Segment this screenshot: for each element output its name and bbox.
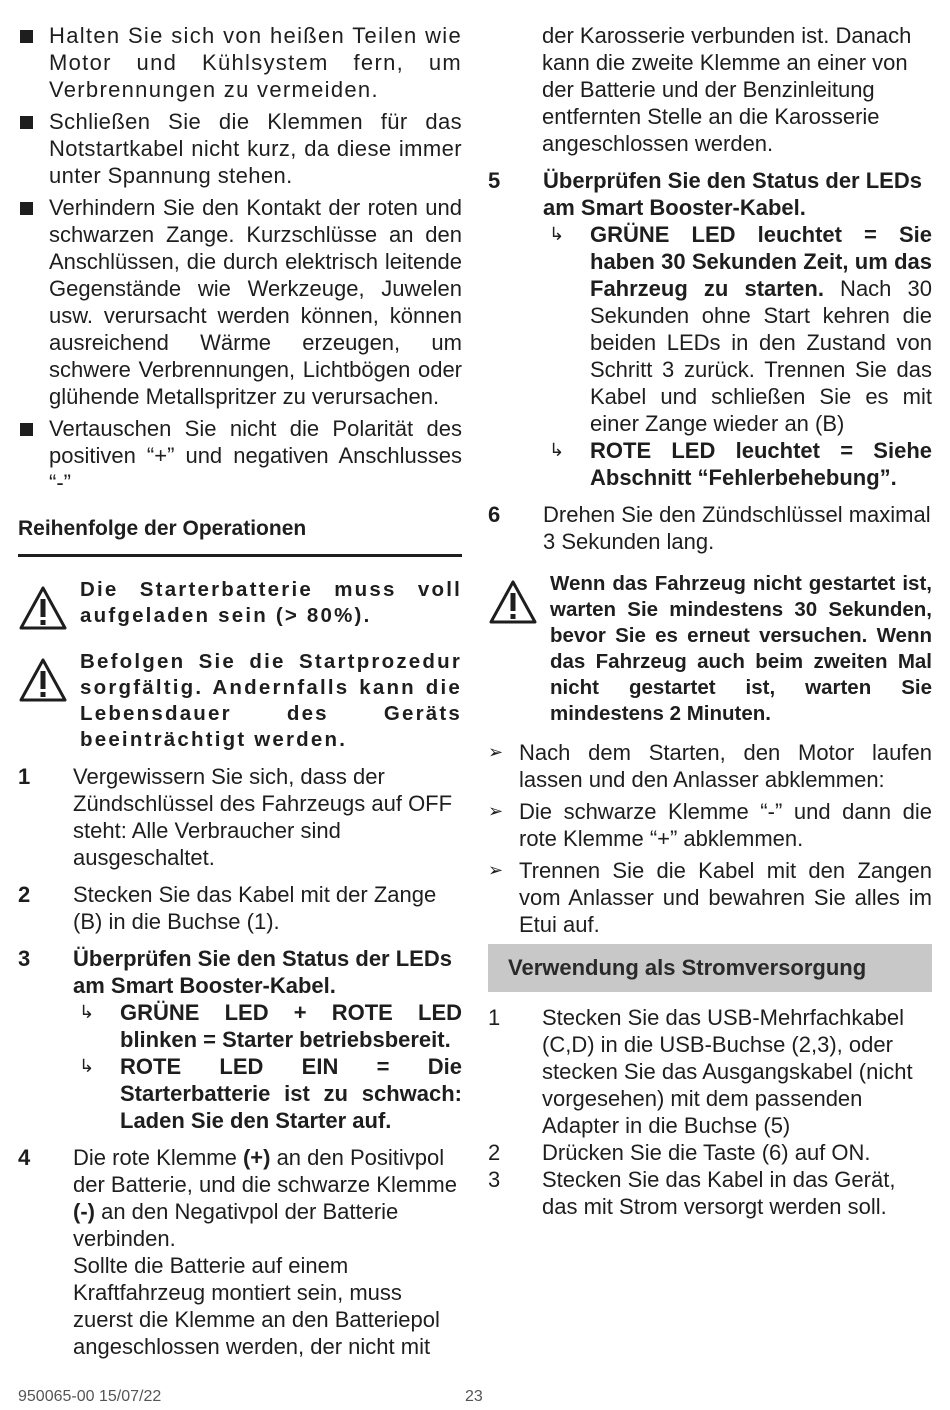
safety-bullet: Verhindern Sie den Kontakt der roten und schwarzen Zange. Kurzschlüsse an den Anschlüssen, die durch elektrisch leitende Gegenstände wie Werkzeuge, Juwelen usw. verursacht werden können, können ausreichend Wärme erzeugen, um schwere Verbrennungen, Lichtbögen oder glühende Metallspritzer zu verursachen. bbox=[18, 194, 462, 410]
page-number: 23 bbox=[465, 1388, 483, 1405]
step-6: 6 Drehen Sie den Zündschlüssel maximal 3 Sekunden lang. bbox=[488, 502, 931, 554]
arrowhead-icon: ➢ bbox=[488, 742, 504, 762]
step-number: 4 bbox=[18, 1145, 31, 1170]
step-3 bbox=[18, 945, 462, 1134]
led-status-item: ↳ ROTE LED EIN = Die Starterbatterie ist zu schwach: Laden Sie den Starter auf. bbox=[79, 1054, 462, 1133]
step-title: Überprüfen Sie den Status der LEDs am Smart Booster-Kabel. bbox=[543, 168, 922, 220]
return-arrow-icon: ↳ bbox=[549, 440, 565, 460]
document-code: 950065-00 15/07/22 bbox=[18, 1388, 162, 1405]
return-arrow-icon: ↳ bbox=[79, 1002, 95, 1022]
hint-item: ➢ Trennen Sie die Kabel mit den Zangen vom Anlasser und bewahren Sie alles im Etui auf. bbox=[488, 858, 932, 937]
warning-triangle-icon bbox=[488, 579, 538, 625]
power-step: 1 Stecken Sie das USB-Mehrfachkabel (C,D) in die USB-Buchse (2,3), oder stecken Sie das Ausgangskabel (nicht vorgesehen) mit dem passenden Adapter in die Buchse (5) bbox=[488, 1005, 913, 1138]
section-banner: Verwendung als Stromversorgung bbox=[488, 944, 932, 992]
section-heading: Reihenfolge der Operationen bbox=[18, 516, 462, 557]
hint-item: ➢ Nach dem Starten, den Motor laufen lassen und den Anlasser abklemmen: bbox=[488, 740, 932, 792]
return-arrow-icon: ↳ bbox=[79, 1056, 95, 1076]
step-title: Überprüfen Sie den Status der LEDs am Smart Booster-Kabel. bbox=[73, 946, 452, 998]
step-text: Sollte die Batterie auf einem Kraftfahrzeug montiert sein, muss zuerst die Klemme an den Batteriepol angeschlossen werden, der nicht mit bbox=[73, 1253, 440, 1359]
led-status-item: ↳ GRÜNE LED leuchtet = Sie haben 30 Sekunden Zeit, um das Fahrzeug zu starten. Nach 30 Sekunden ohne Start kehren die beiden LEDs in den Zustand von Schritt 3 zurück. Trennen Sie das Kabel und schließen Sie es mit einer Zange wieder an (B) bbox=[549, 222, 932, 436]
step-number: 2 bbox=[488, 1140, 501, 1165]
left-column bbox=[18, 22, 462, 1370]
step-number: 1 bbox=[18, 764, 31, 789]
led-status-item: ↳ GRÜNE LED + ROTE LED blinken = Starter betriebsbereit. bbox=[79, 1000, 462, 1052]
safety-bullet: Halten Sie sich von heißen Teilen wie Motor und Kühlsystem fern, um Verbrennungen zu vermeiden. bbox=[18, 22, 462, 103]
warning-note: Die Starterbatterie muss voll aufgeladen sein (> 80%). bbox=[18, 577, 462, 629]
power-step: 3 Stecken Sie das Kabel in das Gerät, das mit Strom versorgt werden soll. bbox=[488, 1167, 896, 1219]
led-status-item: ↳ ROTE LED leuchtet = Siehe Abschnitt “Fehlerbehebung”. bbox=[549, 438, 932, 490]
square-bullet-icon bbox=[20, 423, 33, 436]
return-arrow-icon: ↳ bbox=[549, 224, 565, 244]
warning-note: Befolgen Sie die Startprozedur sorgfältig. Andernfalls kann die Lebensdauer des Geräts beeinträchtigt werden. bbox=[18, 649, 462, 753]
safety-bullet: Vertauschen Sie nicht die Polarität des positiven “+” und negativen Anschlusses “-” bbox=[18, 415, 462, 496]
step-text: Die rote Klemme (+) an den Positivpol der Batterie, und die schwarze Klemme (-) an den Negativpol der Batterie verbinden. bbox=[73, 1145, 457, 1251]
step-number: 2 bbox=[18, 882, 31, 907]
step-number: 5 bbox=[488, 168, 501, 193]
step-1: 1 Vergewissern Sie sich, dass der Zündschlüssel des Fahrzeugs auf OFF steht: Alle Verbraucher sind ausgeschaltet. bbox=[18, 764, 453, 870]
step-4 bbox=[18, 1144, 462, 1360]
square-bullet-icon bbox=[20, 30, 33, 43]
step-number: 3 bbox=[18, 946, 31, 971]
step-number: 6 bbox=[488, 502, 501, 527]
warning-triangle-icon bbox=[18, 657, 68, 703]
step-number: 3 bbox=[488, 1167, 501, 1192]
arrowhead-icon: ➢ bbox=[488, 860, 504, 880]
square-bullet-icon bbox=[20, 202, 33, 215]
warning-note: Wenn das Fahrzeug nicht gestartet ist, warten Sie mindestens 30 Sekunden, bevor Sie es erneut versuchen. Wenn das Fahrzeug auch beim zweiten Mal nicht gestartet ist, warten Sie mindestens 2 Minuten. bbox=[488, 571, 932, 727]
square-bullet-icon bbox=[20, 116, 33, 129]
step-number: 1 bbox=[488, 1005, 501, 1030]
arrowhead-icon: ➢ bbox=[488, 801, 504, 821]
power-step: 2 Drücken Sie die Taste (6) auf ON. bbox=[488, 1140, 871, 1165]
right-column bbox=[488, 22, 932, 1220]
warning-triangle-icon bbox=[18, 585, 68, 631]
continued-text: der Karosserie verbunden ist. Danach kann die zweite Klemme an einer von der Batterie und der Benzinleitung entfernten Stelle an die Karosserie angeschlossen werden. bbox=[542, 23, 912, 156]
step-5 bbox=[488, 167, 932, 491]
step-2: 2 Stecken Sie das Kabel mit der Zange (B) in die Buchse (1). bbox=[18, 882, 437, 934]
hint-item: ➢ Die schwarze Klemme “-” und dann die rote Klemme “+” abklemmen. bbox=[488, 799, 932, 851]
safety-bullet: Schließen Sie die Klemmen für das Notstartkabel nicht kurz, da diese immer unter Spannung stehen. bbox=[18, 108, 462, 189]
